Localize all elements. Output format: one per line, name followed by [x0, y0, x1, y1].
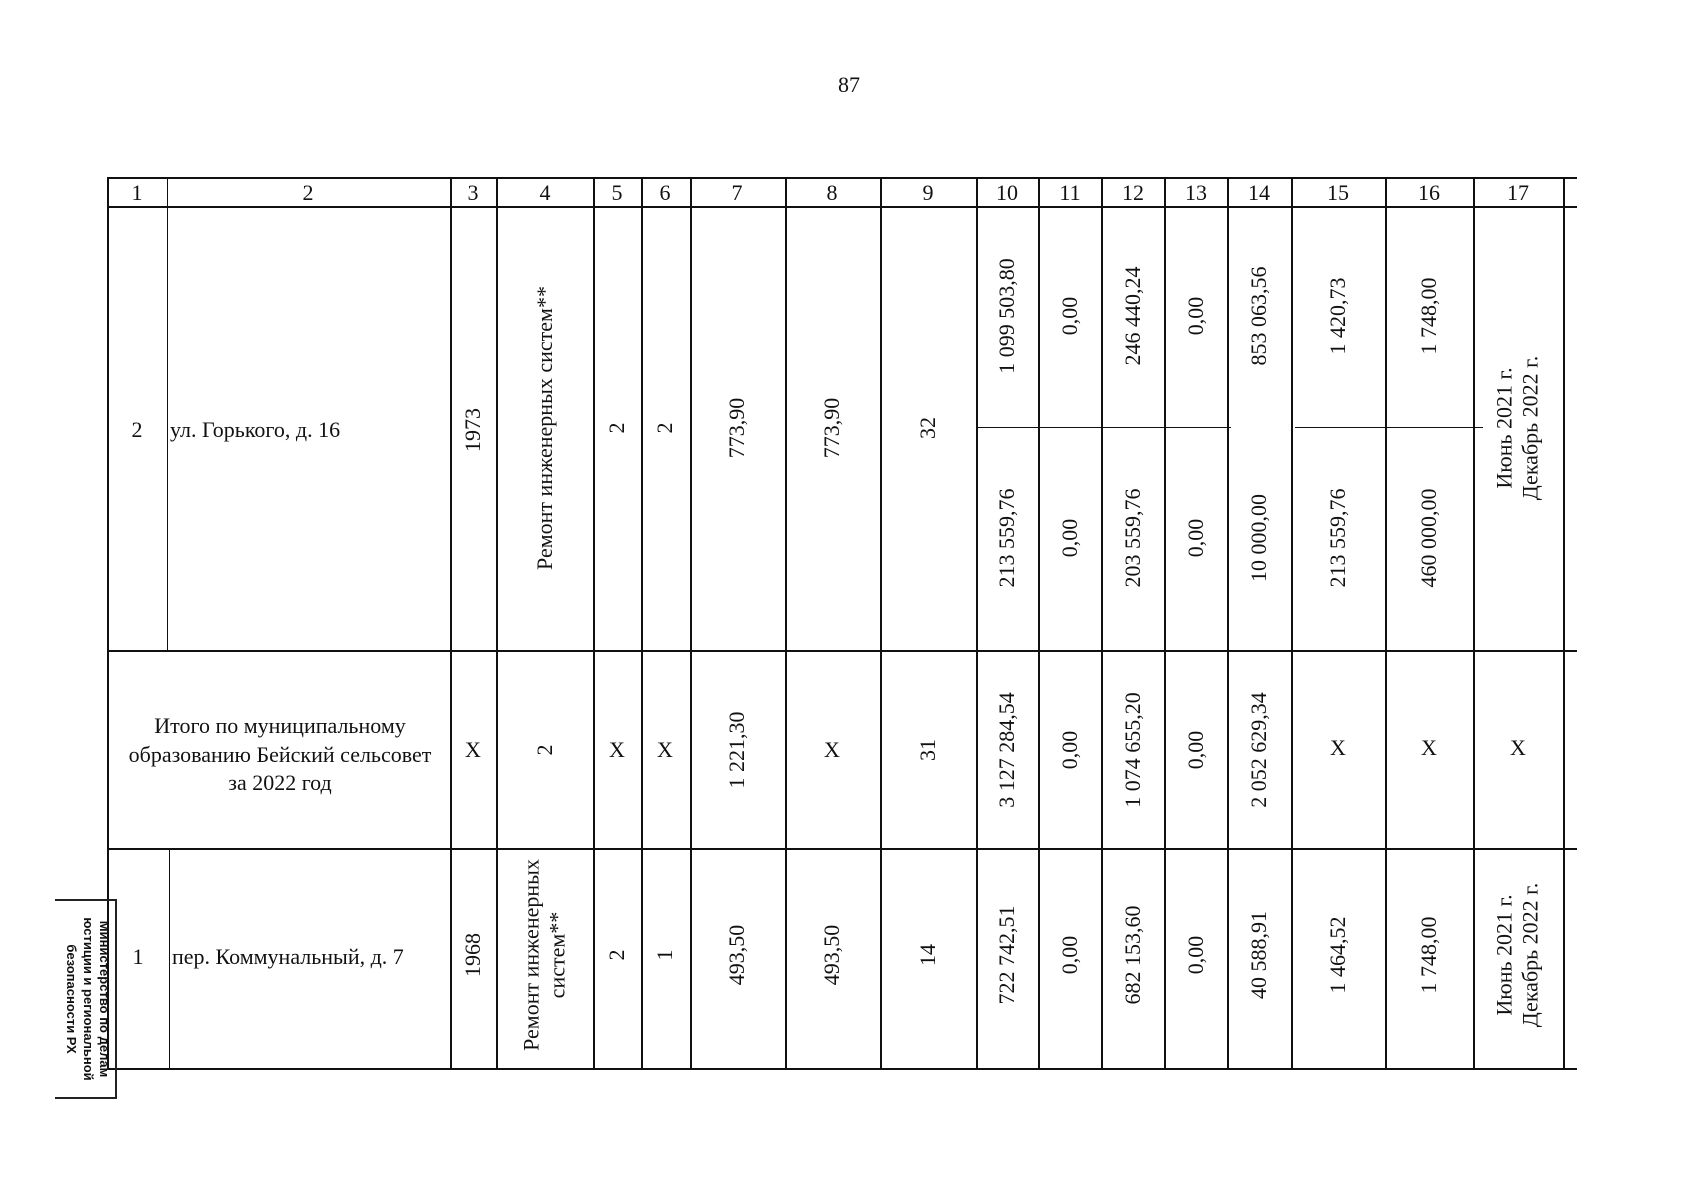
row-a-bottom-c12: 203 559,76 — [1120, 488, 1145, 588]
row-b-c7: 493,50 — [724, 924, 749, 986]
stamp-line2: юстиции и региональной — [80, 917, 96, 1081]
row-a-c7: 773,90 — [724, 397, 749, 459]
col-header-7: 7 — [731, 180, 743, 205]
row-b-c11: 0,00 — [1057, 935, 1082, 975]
row-a-bottom-c14: 10 000,00 — [1246, 494, 1271, 582]
row-a-top-c12: 246 440,24 — [1120, 266, 1145, 366]
row-a-c8: 773,90 — [819, 397, 844, 459]
row-a-c6: 2 — [652, 422, 677, 434]
col-header-10: 10 — [996, 180, 1018, 205]
row-a-top-c14: 853 063,56 — [1246, 266, 1271, 366]
total-c10: 3 127 284,54 — [994, 692, 1019, 808]
col-header-12: 12 — [1122, 180, 1144, 205]
row-a-bottom-c10: 213 559,76 — [994, 488, 1019, 588]
col-line-14 — [1227, 177, 1229, 1070]
stamp-line3: безопасности РХ — [64, 944, 80, 1054]
row-a-c9: 32 — [915, 417, 940, 439]
total-label-line1: Итого по муниципальному — [154, 713, 406, 738]
row-b-c14: 40 588,91 — [1246, 911, 1271, 999]
col-line-5 — [593, 177, 595, 1070]
col-line-7 — [690, 177, 692, 1070]
col-line-4 — [496, 177, 498, 1070]
row-b-period-start: Июнь 2021 г. — [1491, 894, 1517, 1016]
total-label-line3: за 2022 год — [228, 770, 332, 796]
total-c6: X — [657, 737, 673, 762]
col-header-3: 3 — [467, 180, 479, 205]
row-divider-a — [107, 650, 1577, 652]
row-b-address: пер. Коммунальный, д. 7 — [172, 944, 404, 969]
page-number: 87 — [838, 72, 860, 97]
ministry-stamp — [55, 899, 117, 1099]
total-label — [110, 712, 450, 798]
col-line-15 — [1291, 177, 1293, 1070]
col-header-5: 5 — [611, 180, 623, 205]
col-line-9 — [880, 177, 882, 1070]
row-b-c12: 682 153,60 — [1120, 905, 1145, 1005]
col-header-9: 9 — [922, 180, 934, 205]
row-b-c9: 14 — [915, 944, 940, 966]
col-header-4: 4 — [539, 180, 551, 205]
total-c11: 0,00 — [1057, 730, 1082, 770]
row-b-c16: 1 748,00 — [1416, 916, 1441, 994]
row-b-work — [519, 859, 572, 1051]
row-b-c8: 493,50 — [819, 924, 844, 986]
total-c8: X — [824, 737, 840, 762]
col-line-16 — [1385, 177, 1387, 1070]
row-a-top-c13: 0,00 — [1183, 296, 1208, 336]
table-border-bottom — [107, 1068, 1577, 1070]
row-a-number: 2 — [131, 417, 143, 442]
row-b-work-line1: Ремонт инженерных — [518, 859, 544, 1051]
row-a-period-end: Декабрь 2022 г. — [1518, 355, 1543, 501]
col-line-3 — [450, 177, 452, 1070]
row-b-c15: 1 464,52 — [1325, 916, 1350, 994]
total-c15: X — [1330, 735, 1346, 760]
row-a-address: ул. Горького, д. 16 — [170, 417, 341, 442]
total-c9: 31 — [915, 739, 940, 761]
total-c3: X — [465, 737, 481, 762]
col-header-6: 6 — [659, 180, 671, 205]
row-a-c5: 2 — [604, 422, 629, 434]
total-c17: X — [1510, 735, 1526, 760]
row-a-bottom-c16: 460 000,00 — [1416, 488, 1441, 588]
header-divider — [107, 206, 1577, 208]
row-b-work-line2: систем** — [545, 911, 570, 999]
total-c13: 0,00 — [1183, 730, 1208, 770]
total-c14: 2 052 629,34 — [1246, 692, 1271, 808]
table-border-right — [1563, 177, 1565, 1070]
row-b-c13: 0,00 — [1183, 935, 1208, 975]
col-header-16: 16 — [1418, 180, 1440, 205]
split-line-15-16 — [1295, 427, 1483, 428]
col-header-14: 14 — [1248, 180, 1270, 205]
col-header-2: 2 — [302, 180, 314, 205]
col-line-6 — [641, 177, 643, 1070]
stamp-line1: Министерство по делам — [97, 920, 112, 1078]
row-a-work: Ремонт инженерных систем** — [532, 286, 557, 570]
col-line-10 — [976, 177, 978, 1070]
row-b-c10: 722 742,51 — [994, 905, 1019, 1005]
col-line-11 — [1038, 177, 1040, 1070]
row-a-bottom-c11: 0,00 — [1057, 518, 1082, 558]
row-a-year: 1973 — [460, 408, 485, 452]
row-a-top-c11: 0,00 — [1057, 296, 1082, 336]
col-header-17: 17 — [1507, 180, 1529, 205]
col-line-2 — [167, 177, 168, 652]
row-a-top-c10: 1 099 503,80 — [994, 258, 1019, 374]
row-a-bottom-c13: 0,00 — [1183, 518, 1208, 558]
col-line-12 — [1101, 177, 1103, 1070]
row-b-number: 1 — [132, 944, 144, 969]
row-a-period-start: Июнь 2021 г. — [1491, 367, 1517, 489]
col-header-11: 11 — [1059, 180, 1081, 205]
row-a-period — [1492, 356, 1545, 500]
split-line-10-13 — [978, 427, 1231, 428]
col-line-13 — [1164, 177, 1166, 1070]
row-b-c5: 2 — [604, 949, 629, 961]
col-line-8 — [785, 177, 787, 1070]
row-a-top-c15: 1 420,73 — [1325, 277, 1350, 355]
col-line-17 — [1473, 177, 1475, 1070]
row-b-period — [1492, 883, 1545, 1027]
total-c5: X — [609, 737, 625, 762]
total-c4: 2 — [532, 744, 557, 756]
total-label-line2: образованию Бейский сельсовет — [128, 741, 432, 767]
col-header-13: 13 — [1185, 180, 1207, 205]
row-b-year: 1968 — [460, 933, 485, 977]
col-header-15: 15 — [1327, 180, 1349, 205]
col-header-1: 1 — [131, 180, 143, 205]
total-c12: 1 074 655,20 — [1120, 692, 1145, 808]
total-c16: X — [1421, 735, 1437, 760]
col-line-2b — [169, 848, 170, 1070]
row-divider-total — [107, 848, 1577, 850]
total-c7: 1 221,30 — [724, 711, 749, 789]
table-border-top — [107, 177, 1577, 179]
row-a-top-c16: 1 748,00 — [1416, 277, 1441, 355]
col-header-8: 8 — [826, 180, 838, 205]
row-a-bottom-c15: 213 559,76 — [1325, 488, 1350, 588]
row-b-period-end: Декабрь 2022 г. — [1518, 882, 1543, 1028]
row-b-c6: 1 — [652, 949, 677, 961]
